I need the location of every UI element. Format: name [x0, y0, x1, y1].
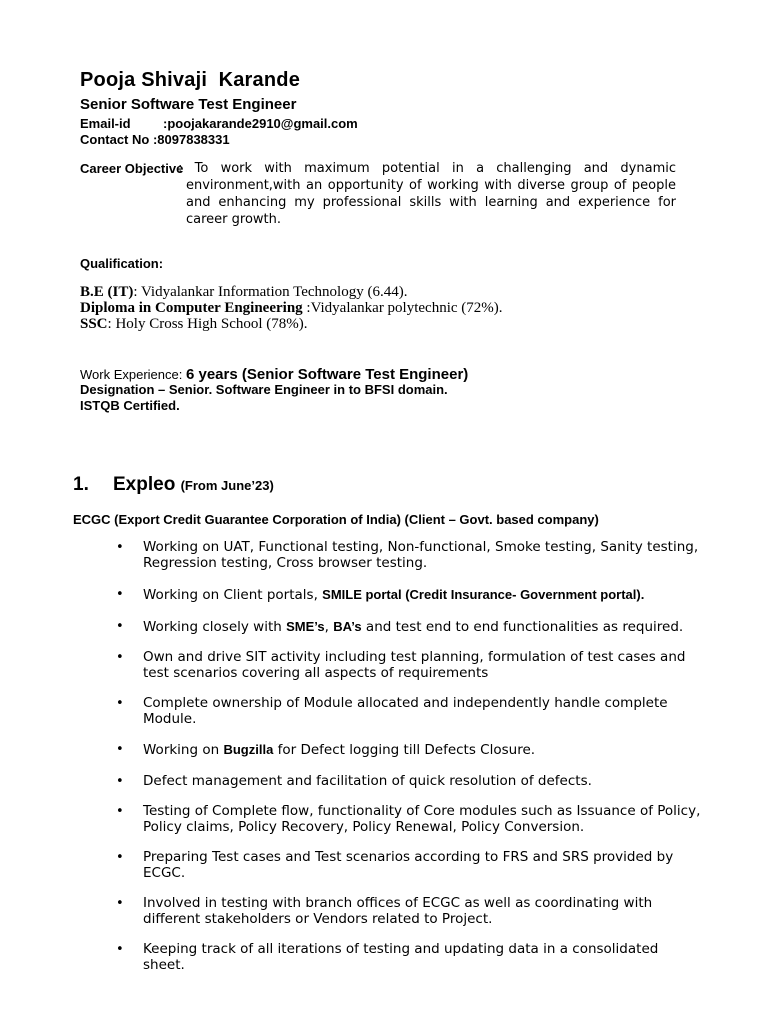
bullet-icon: • [116, 696, 124, 711]
email-value: :poojakarande2910@gmail.com [163, 116, 358, 131]
qualification-heading: Qualification: [80, 256, 164, 271]
list-item: • Preparing Test cases and Test scenarios according to FRS and SRS provided by ECGC. [116, 849, 674, 881]
client-line: ECGC (Export Credit Guarantee Corporation of India) (Client – Govt. based company) [73, 512, 599, 527]
contact-label: Contact No [80, 132, 150, 147]
list-item: • Working on UAT, Functional testing, Non-functional, Smoke testing, Sanity testing, Regression testing, Cross browser testing. [116, 539, 699, 571]
qualification-item: B.E (IT): Vidyalankar Information Technology (6.44). [80, 284, 408, 300]
list-item: • Involved in testing with branch offices of ECGC as well as coordinating with different stakeholders or Vendors related to Project. [116, 895, 653, 927]
list-item: • Defect management and facilitation of quick resolution of defects. [116, 772, 592, 789]
bullet-icon: • [116, 896, 124, 911]
work-experience [80, 366, 468, 383]
email-label: Email-id [80, 116, 131, 131]
company-name: Expleo [113, 474, 176, 495]
list-item: • Own and drive SIT activity including test planning, formulation of test cases and test scenarios covering all aspects of requirements [116, 649, 686, 681]
bullet-icon: • [116, 587, 124, 602]
contact-line [80, 132, 230, 147]
contact-value: :8097838331 [152, 132, 230, 147]
bullet-icon: • [116, 650, 124, 665]
career-objective [80, 160, 676, 228]
company-heading [73, 474, 274, 496]
qualification-item: SSC: Holy Cross High School (78%). [80, 316, 308, 332]
work-experience-label: Work Experience: [80, 367, 186, 382]
responsibilities-list [0, 540, 768, 973]
list-item: • Working on Client portals, SMILE portal (Credit Insurance- Government portal). [116, 587, 645, 603]
email-line [80, 116, 358, 131]
job-title: Senior Software Test Engineer [80, 96, 297, 113]
work-experience-years: 6 years (Senior Software Test Engineer) [185, 366, 469, 383]
list-item: • Working closely with SME’s, BA’s and test end to end functionalities as required. [116, 618, 684, 635]
company-since: (From June’23) [180, 478, 274, 493]
list-item: • Testing of Complete flow, functionality of Core modules such as Issuance of Policy, Policy claims, Policy Recovery, Policy Renewal, Policy Conversion. [116, 803, 701, 835]
bullet-icon: • [116, 850, 124, 865]
bullet-icon: • [116, 773, 124, 789]
list-item: • Working on Bugzilla for Defect logging till Defects Closure. [116, 742, 536, 758]
candidate-name: Pooja Shivaji Karande [80, 69, 301, 91]
company-number: 1. [73, 474, 89, 495]
qualification-item: Diploma in Computer Engineering :Vidyalankar polytechnic (72%). [80, 300, 503, 316]
bullet-icon: • [116, 804, 124, 819]
objective-text: : To work with maximum potential in a challenging and dynamic environment,with an opportunity of working with diverse group of people and enhancing my professional skills with learning and experience for career growth. [178, 161, 676, 227]
certification: ISTQB Certified. [80, 398, 180, 413]
bullet-icon: • [116, 942, 124, 957]
bullet-icon: • [116, 618, 124, 634]
list-item: • Complete ownership of Module allocated and independently handle complete Module. [116, 695, 668, 727]
bullet-icon: • [116, 742, 124, 757]
bullet-icon: • [116, 540, 124, 555]
list-item: • Keeping track of all iterations of testing and updating data in a consolidated sheet. [116, 941, 659, 973]
objective-label: Career Objective [80, 161, 184, 176]
designation: Designation – Senior. Software Engineer in to BFSI domain. [80, 382, 448, 397]
